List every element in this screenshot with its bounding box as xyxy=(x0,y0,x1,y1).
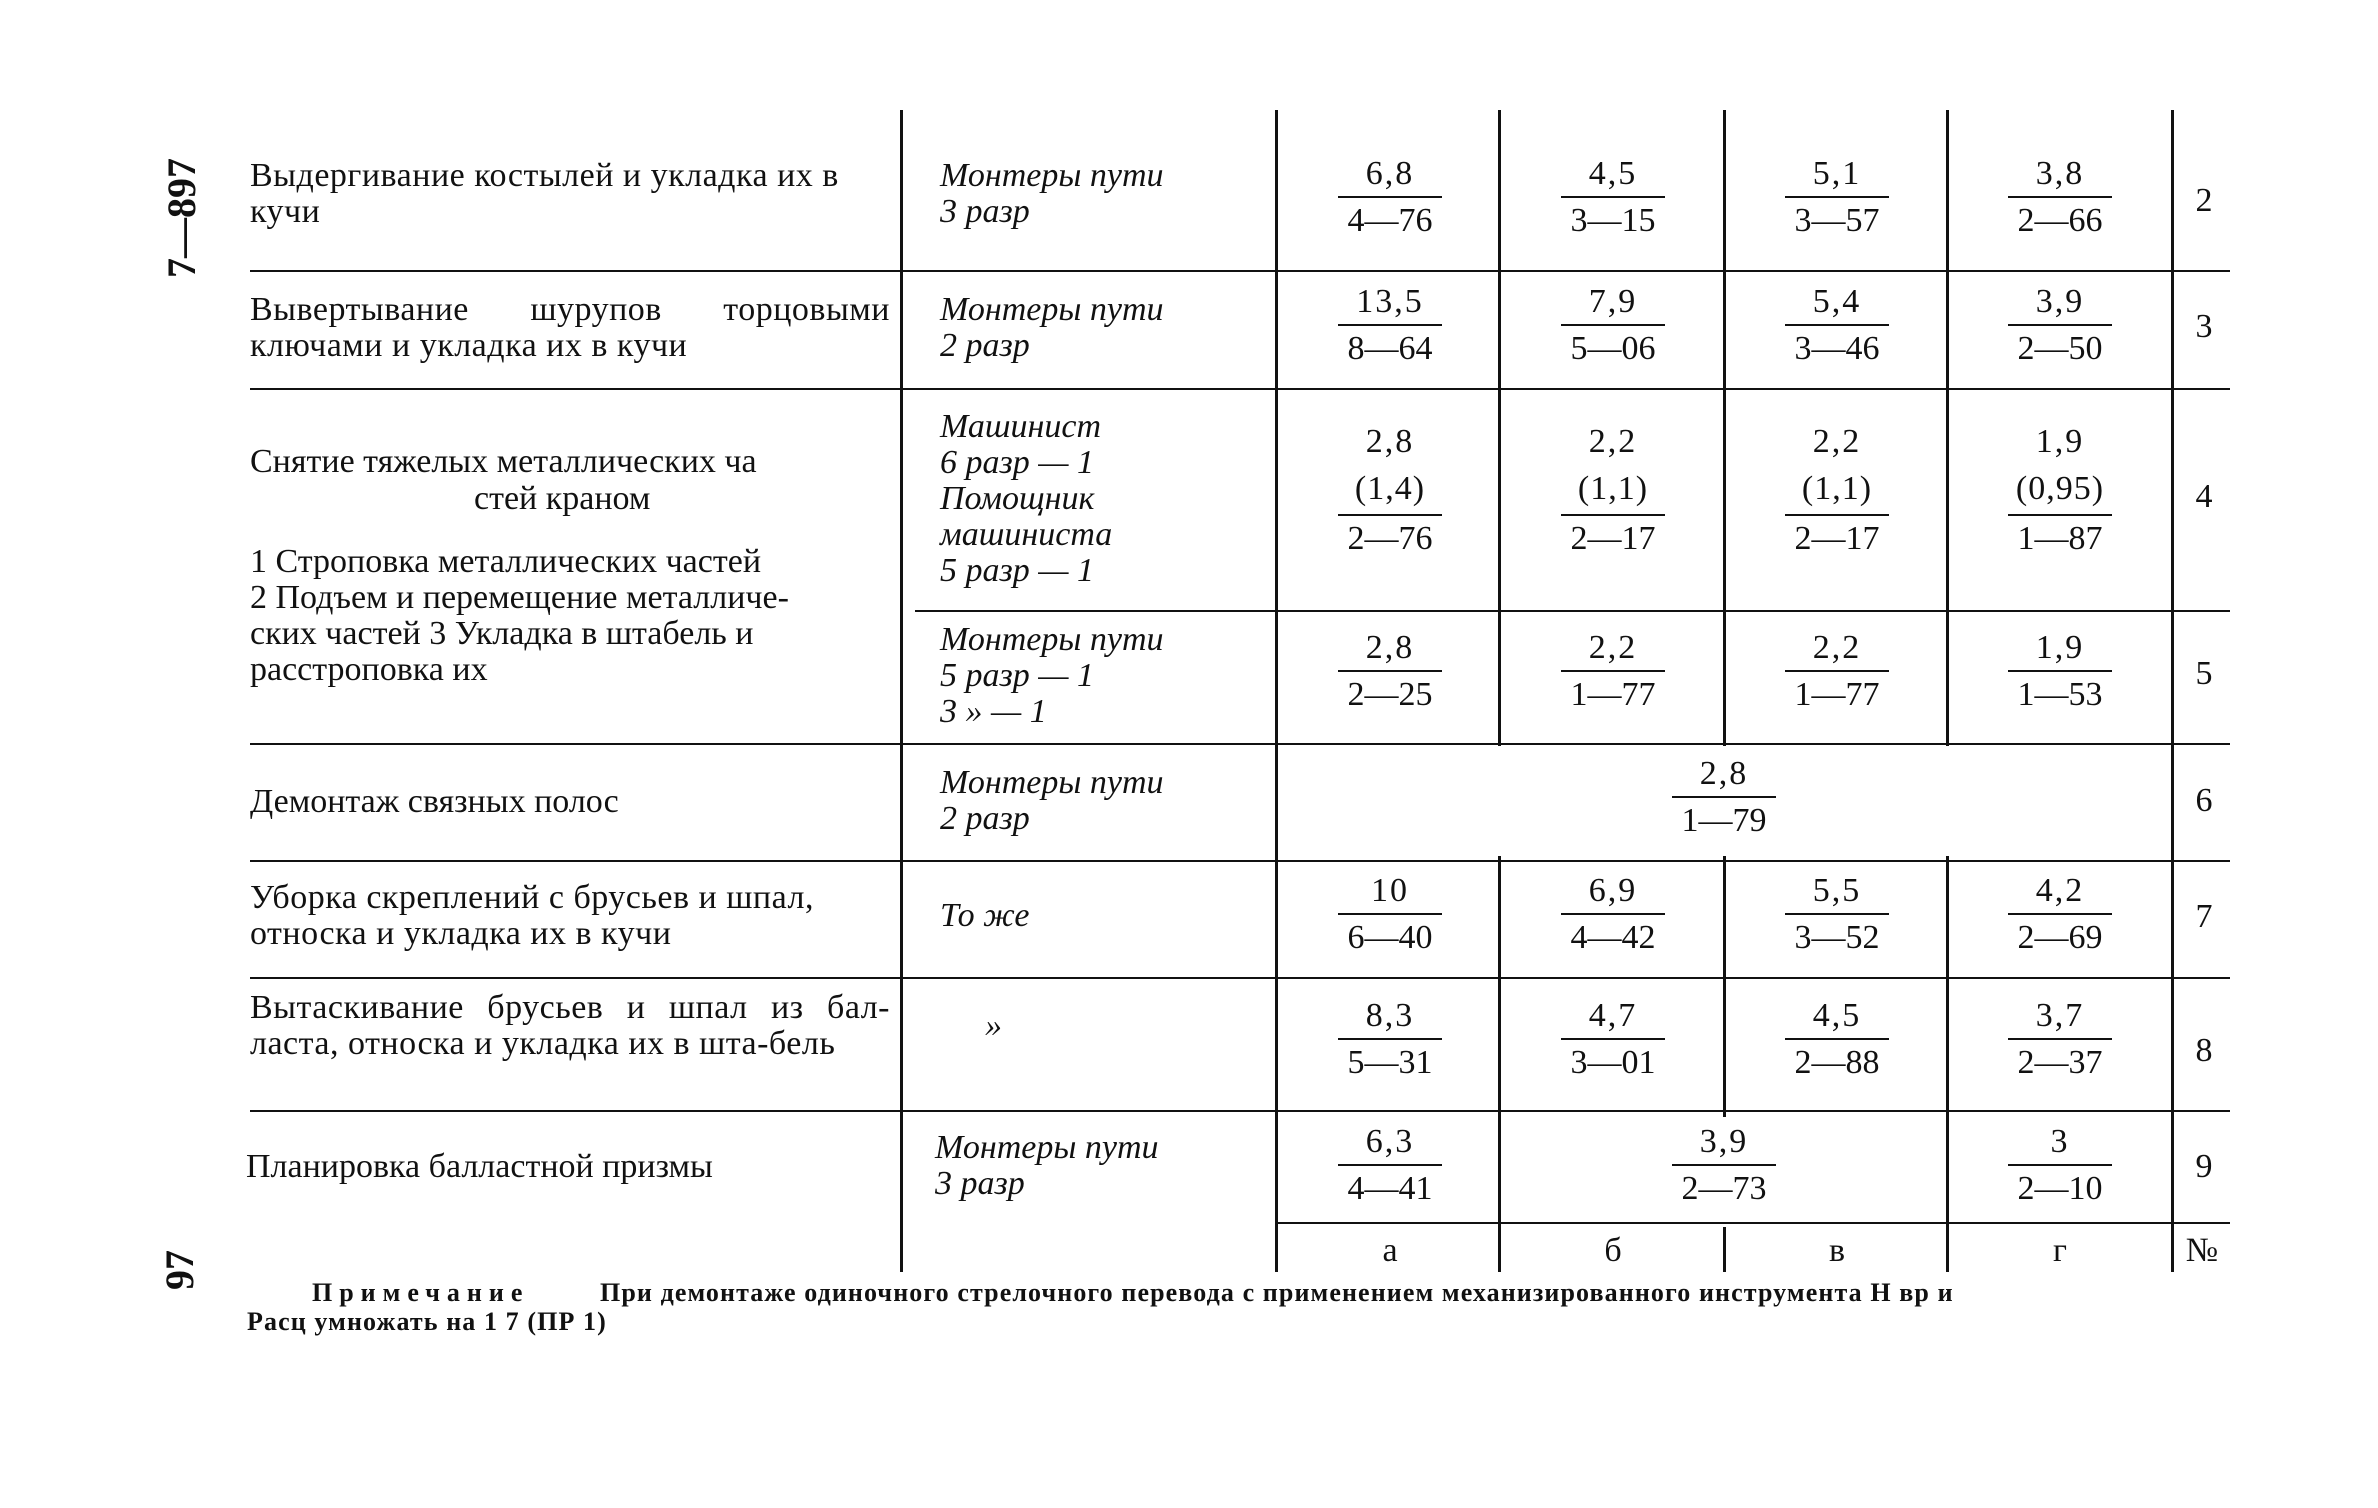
norm-cell-merged: 2,8 1—79 xyxy=(1612,752,1836,844)
work-description: Уборка скреплений с брусьев и шпал, относка и укладка их в кучи xyxy=(250,879,814,952)
worker-line: » xyxy=(985,1007,1002,1044)
worker-line: 3 » — 1 xyxy=(940,693,1047,730)
worker-line: Помощник xyxy=(940,480,1095,517)
norm-cell: 5,5 3—52 xyxy=(1725,869,1949,961)
rule-h-3 xyxy=(915,610,2230,612)
work-title: стей краном xyxy=(474,480,651,517)
norm-cell-merged: 3,9 2—73 xyxy=(1612,1120,1836,1212)
norm-cell: 3,7 2—37 xyxy=(1948,994,2172,1086)
norm-cell: 4,7 3—01 xyxy=(1501,994,1725,1086)
column-header-a: а xyxy=(1382,1232,1398,1269)
column-header-b: б xyxy=(1604,1232,1622,1269)
worker-line: Монтеры пути xyxy=(940,291,1164,328)
norm-cell: 2,2 1—77 xyxy=(1725,626,1949,718)
row-number: 3 xyxy=(2195,308,2213,345)
page-number: 97 xyxy=(157,1250,202,1290)
rule-h-5 xyxy=(250,860,2230,862)
norm-cell: 4,2 2—69 xyxy=(1948,869,2172,961)
worker-line: 3 разр xyxy=(940,193,1030,230)
worker-line: Монтеры пути xyxy=(935,1129,1159,1166)
rule-h-7 xyxy=(250,1110,2230,1112)
work-step: расстроповка их xyxy=(250,651,488,688)
row-number: 8 xyxy=(2195,1032,2213,1069)
norm-cell: 3 2—10 xyxy=(1948,1120,2172,1212)
work-description: Демонтаж связных полос xyxy=(250,783,619,820)
column-header-g: г xyxy=(2053,1232,2067,1269)
worker-line: Монтеры пути xyxy=(940,621,1164,658)
rule-h-4 xyxy=(250,743,2230,745)
norm-cell: 3,8 2—66 xyxy=(1948,152,2172,244)
worker-line: 6 разр — 1 xyxy=(940,444,1094,481)
row-number: 2 xyxy=(2195,182,2213,219)
norm-cell: 7,9 5—06 xyxy=(1501,280,1725,372)
work-description: Вытаскивание брусьев и шпал из бал-ласта, относка и укладка их в шта-бель xyxy=(250,989,890,1062)
norm-cell: 1,9 (0,95) 1—87 xyxy=(1948,420,2172,562)
rule-h-2 xyxy=(250,388,2230,390)
norm-cell: 4,5 2—88 xyxy=(1725,994,1949,1086)
worker-line: Монтеры пути xyxy=(940,157,1164,194)
norm-cell: 1,9 1—53 xyxy=(1948,626,2172,718)
norm-cell: 6,3 4—41 xyxy=(1278,1120,1502,1212)
side-code: 7—897 xyxy=(159,158,204,278)
column-header-v: в xyxy=(1828,1232,1846,1269)
work-step: 1 Строповка металлических частей xyxy=(250,543,762,580)
worker-line: То же xyxy=(940,897,1030,934)
column-header-number: № xyxy=(2185,1232,2219,1269)
row-number: 5 xyxy=(2195,655,2213,692)
row-number: 9 xyxy=(2195,1148,2213,1185)
norm-cell: 3,9 2—50 xyxy=(1948,280,2172,372)
note-label: Примечание xyxy=(312,1278,530,1307)
norm-cell: 2,8 (1,4) 2—76 xyxy=(1278,420,1502,562)
worker-line: 5 разр — 1 xyxy=(940,552,1094,589)
norm-cell: 10 6—40 xyxy=(1278,869,1502,961)
norm-cell: 2,8 2—25 xyxy=(1278,626,1502,718)
row-number: 4 xyxy=(2195,478,2213,515)
worker-line: Монтеры пути xyxy=(940,764,1164,801)
worker-line: Машинист xyxy=(940,408,1102,445)
work-step: 2 Подъем и перемещение металличе- xyxy=(250,579,789,616)
work-step: ских частей 3 Укладка в штабель и xyxy=(250,615,754,652)
work-description: Планировка балластной призмы xyxy=(246,1148,713,1185)
norm-cell: 5,4 3—46 xyxy=(1725,280,1949,372)
norm-cell: 2,2 (1,1) 2—17 xyxy=(1725,420,1949,562)
worker-line: машиниста xyxy=(940,516,1113,553)
norm-cell: 13,5 8—64 xyxy=(1278,280,1502,372)
norm-cell: 5,1 3—57 xyxy=(1725,152,1949,244)
rule-h-8 xyxy=(1278,1222,2230,1224)
work-description: Вывертывание шурупов торцовыми ключами и укладка их в кучи xyxy=(250,291,890,364)
norm-cell: 6,8 4—76 xyxy=(1278,152,1502,244)
rule-h-1 xyxy=(250,270,2230,272)
norm-cell: 6,9 4—42 xyxy=(1501,869,1725,961)
worker-line: 3 разр xyxy=(935,1165,1025,1202)
row-number: 7 xyxy=(2195,898,2213,935)
note-text: При демонтаже одиночного стрелочного перевода с применением механизированного инструмента Н вр и xyxy=(600,1278,1954,1307)
row-number: 6 xyxy=(2195,782,2213,819)
norm-cell: 4,5 3—15 xyxy=(1501,152,1725,244)
work-title: Снятие тяжелых металлических ча xyxy=(250,443,757,480)
worker-line: 2 разр xyxy=(940,327,1030,364)
worker-line: 2 разр xyxy=(940,800,1030,837)
note-text: Расц умножать на 1 7 (ПР 1) xyxy=(247,1307,607,1336)
rule-h-6 xyxy=(250,977,2230,979)
norm-cell: 2,2 (1,1) 2—17 xyxy=(1501,420,1725,562)
rule-v-worker-left xyxy=(900,110,903,1272)
work-description: Выдергивание костылей и укладка их в кучи xyxy=(250,157,839,230)
norm-cell: 8,3 5—31 xyxy=(1278,994,1502,1086)
norm-cell: 2,2 1—77 xyxy=(1501,626,1725,718)
worker-line: 5 разр — 1 xyxy=(940,657,1094,694)
